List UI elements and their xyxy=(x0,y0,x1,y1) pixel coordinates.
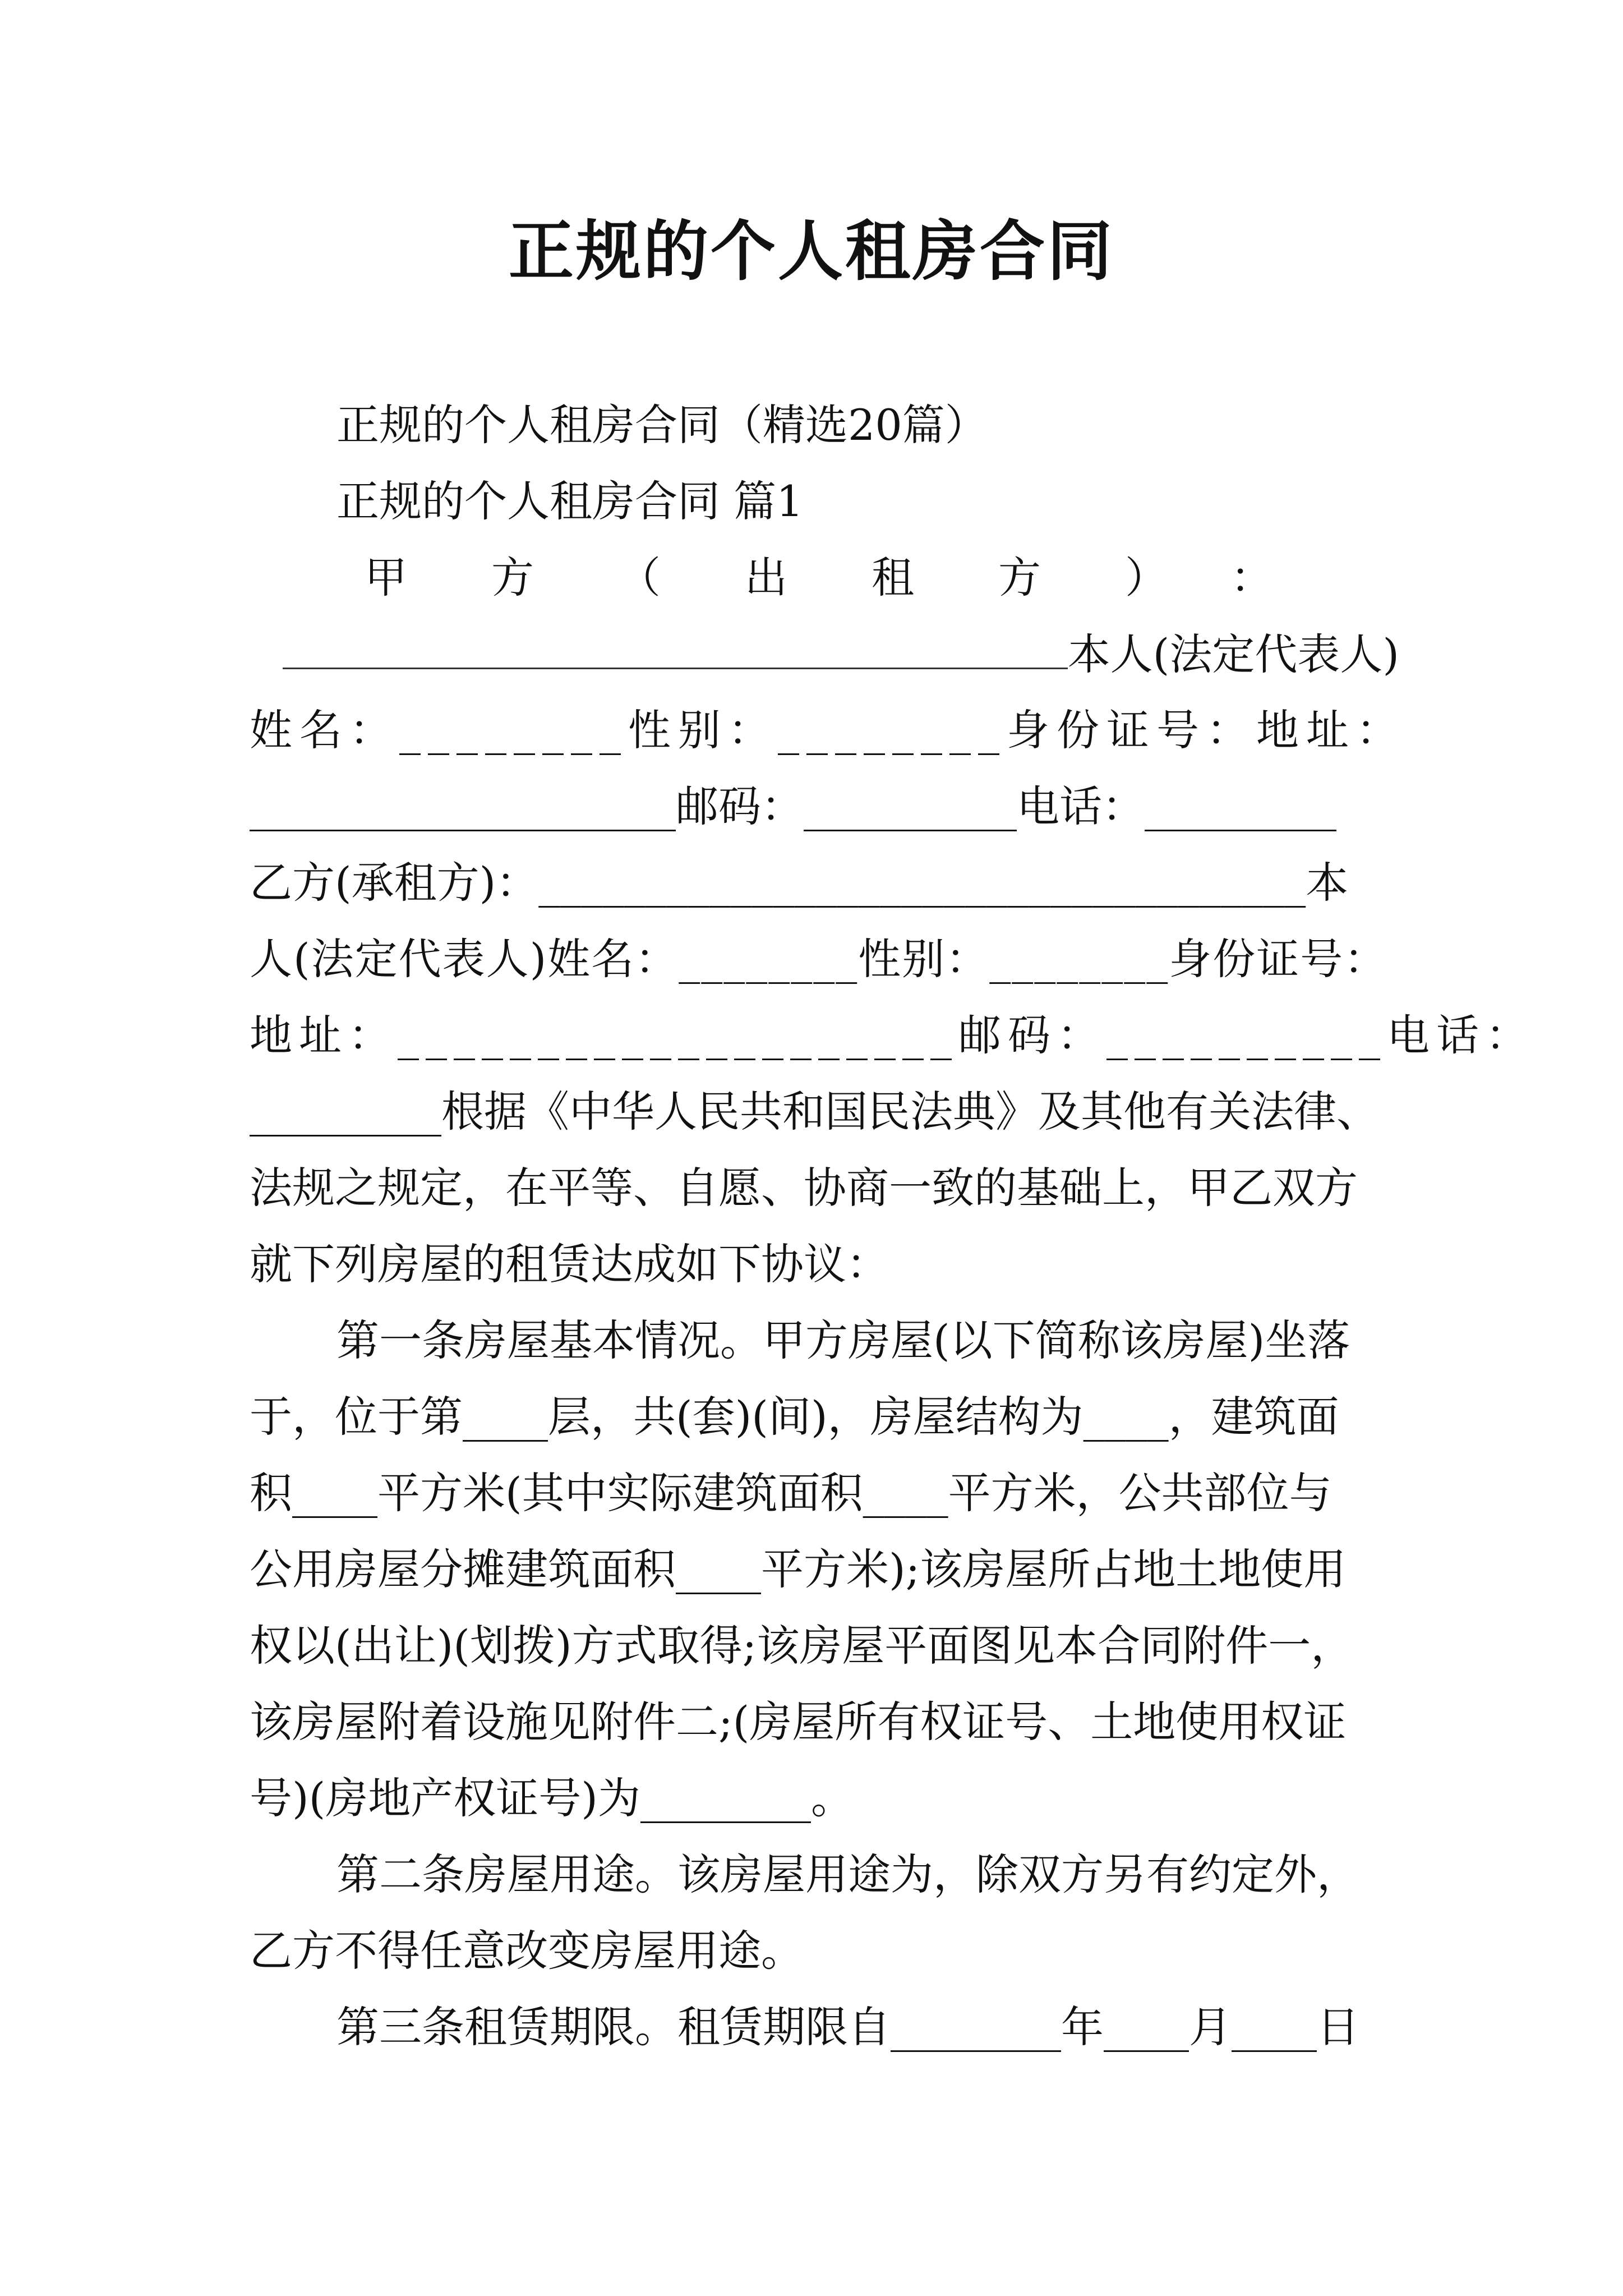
document-title: 正规的个人租房合同 xyxy=(509,213,1114,289)
blank-field xyxy=(283,616,1068,669)
chapter-heading: 正规的个人租房合同 篇1 xyxy=(336,476,804,526)
subtitle-line: 正规的个人租房合同（精选20篇） xyxy=(336,400,988,450)
article-2-line-1: 第二条房屋用途。该房屋用途为，除双方另有约定外， xyxy=(336,1849,1359,1899)
party-a-representative-label: 本人(法定代表人) xyxy=(1067,629,1399,679)
article-2-line-2: 乙方不得任意改变房屋用途。 xyxy=(250,1926,804,1976)
party-a-info-line-2: ____________________邮码：__________电话：_________ xyxy=(250,781,1336,831)
party-b-info-line-2: 地址：____________________邮码：__________电话： xyxy=(250,1010,1535,1060)
article-1-line-3: 积____平方米(其中实际建筑面积____平方米，公共部位与 xyxy=(250,1468,1332,1518)
article-1-line-1: 第一条房屋基本情况。甲方房屋(以下简称该房屋)坐落 xyxy=(336,1315,1350,1365)
party-a-info-line-1: 姓名：________性别：________身份证号：地址： xyxy=(250,705,1406,755)
party-a-representative-line xyxy=(250,616,1399,692)
document-body xyxy=(250,387,1535,2065)
legal-basis-line-2: 法规之规定，在平等、自愿、协商一致的基础上，甲乙双方 xyxy=(250,1163,1358,1213)
party-b-info-line-1: 人(法定代表人)姓名：________性别：________身份证号： xyxy=(250,934,1388,984)
article-3-line-1: 第三条租赁期限。租赁期限自________年____月____日 xyxy=(336,2002,1359,2052)
article-1-line-5: 权以(出让)(划拨)方式取得;该房屋平面图见本合同附件一， xyxy=(250,1621,1354,1671)
article-1-line-7: 号)(房地产权证号)为________。 xyxy=(250,1773,854,1823)
article-1-line-6: 该房屋附着设施见附件二;(房屋所有权证号、土地使用权证 xyxy=(250,1697,1347,1747)
party-b-heading-line: 乙方(承租方)：____________________________________本 xyxy=(250,858,1349,908)
article-1-line-4: 公用房屋分摊建筑面积____平方米);该房屋所占地土地使用 xyxy=(250,1544,1347,1594)
party-a-heading: 甲方（出租方）： xyxy=(365,553,1357,602)
legal-basis-line-3: 就下列房屋的租赁达成如下协议： xyxy=(250,1239,889,1289)
article-1-line-2: 于，位于第____层，共(套)(间)，房屋结构为____，建筑面 xyxy=(250,1392,1339,1442)
legal-basis-line-1: _________根据《中华人民共和国民法典》及其他有关法律、 xyxy=(250,1087,1379,1137)
